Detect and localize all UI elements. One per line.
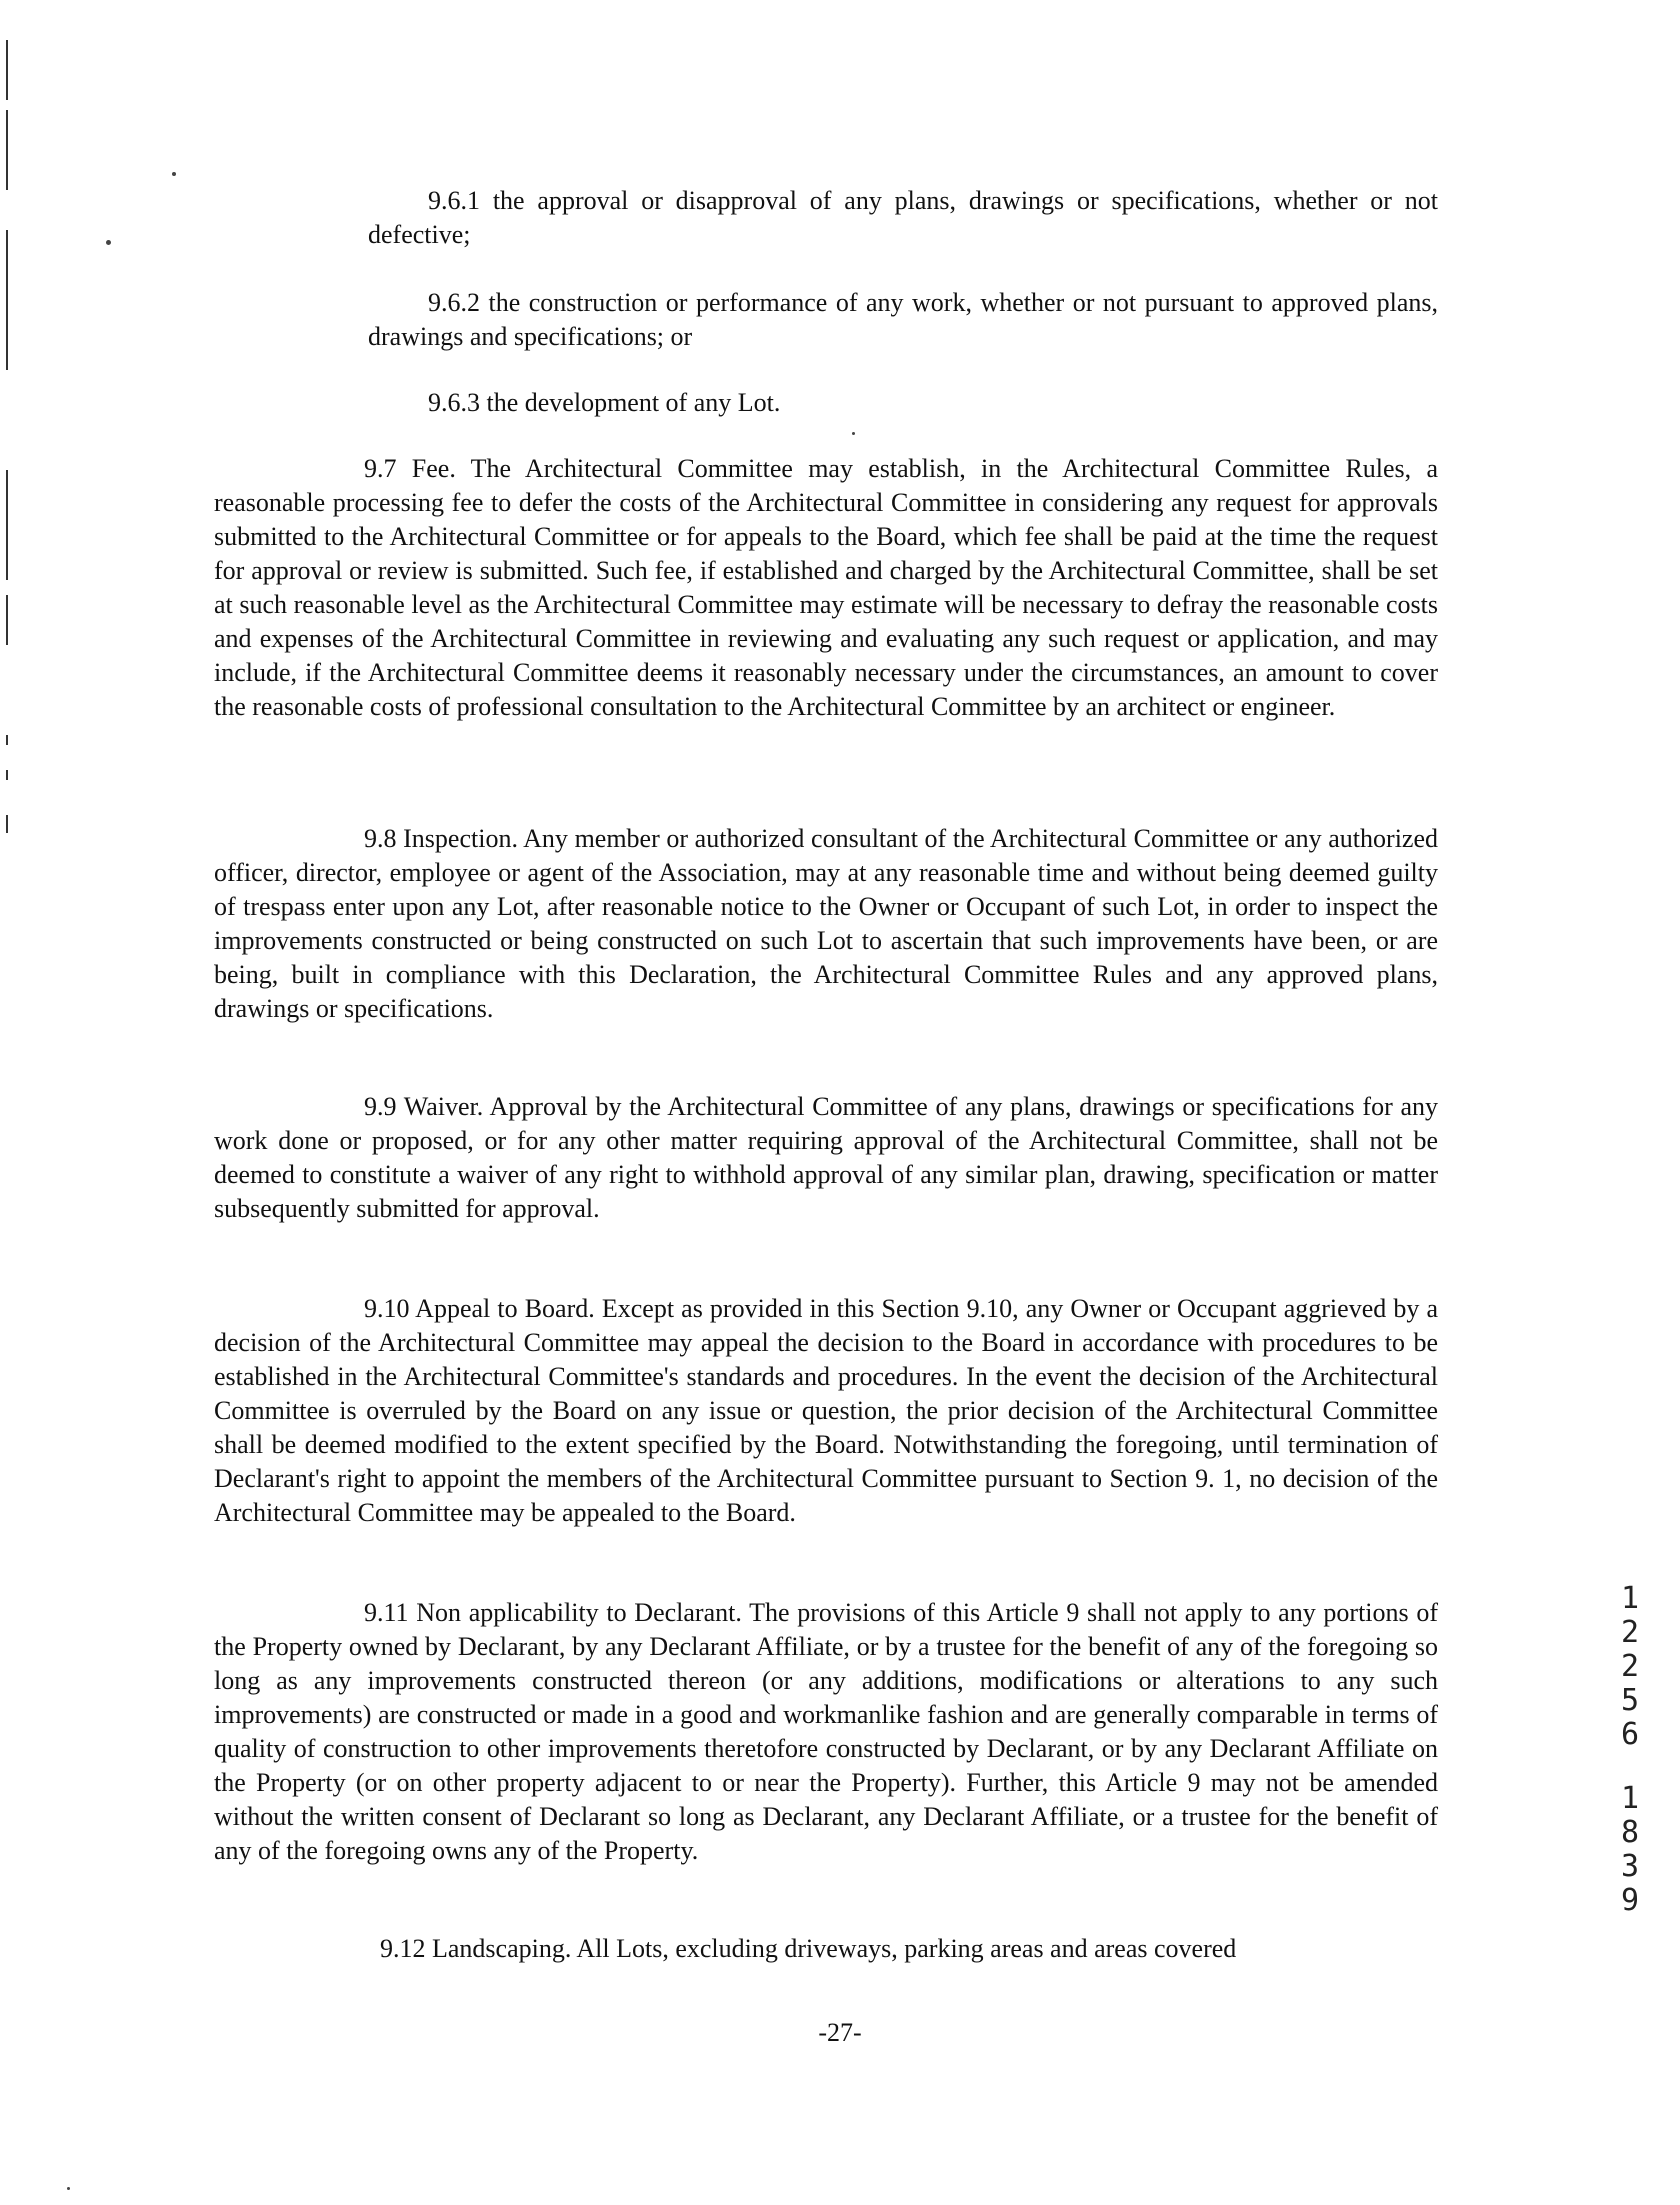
scan-edge-line [6,40,8,100]
clause-9-6-2-text: 9.6.2 the construction or performance of any work, whether or not pursuant to approved plans, drawings and specifications; or [368,288,1438,351]
scan-edge-line [6,815,8,833]
clause-9-6-1-text: 9.6.1 the approval or disapproval of any plans, drawings or specifications, whether or not defective; [368,186,1438,249]
section-9-7-fee [214,452,1438,724]
scan-speck [172,172,176,176]
section-9-8-text: 9.8 Inspection. Any member or authorized consultant of the Architectural Committee or any authorized officer, director, employee or agent of the Association, may at any reasonable time and without being deemed guilty of trespass enter upon any Lot, after reasonable notice to the Owner or Occupant of such Lot, in order to inspect the improvements constructed or being constructed on such Lot to ascertain that such improvements have been, or are being, built in compliance with this Declaration, the Architectural Committee Rules and any approved plans, drawings or specifications. [214,824,1438,1023]
stamp-digit: 1 [1620,1581,1640,1616]
stamp-digit: 6 [1620,1717,1640,1752]
scan-speck [67,2187,70,2190]
section-9-7-text: 9.7 Fee. The Architectural Committee may establish, in the Architectural Committee Rules, a reasonable processing fee to defer the costs of the Architectural Committee in considering any request for approvals submitted to the Architectural Committee or for appeals to the Board, which fee shall be paid at the time the request for approval or review is submitted. Such fee, if established and charged by the Architectural Committee, shall be set at such reasonable level as the Architectural Committee may estimate will be necessary to defray the reasonable costs and expenses of the Architectural Committee in reviewing and evaluating any such request or application, and may include, if the Architectural Committee deems it reasonably necessary under the circumstances, an amount to cover the reasonable costs of professional consultation to the Architectural Committee by an architect or engineer. [214,454,1438,721]
scan-edge-line [6,230,8,370]
stamp-digit: 8 [1620,1815,1640,1850]
clause-9-6-2 [368,286,1438,354]
clause-9-6-1 [368,184,1438,252]
clause-9-6-3-text: 9.6.3 the development of any Lot. [428,388,781,417]
section-9-12-landscaping [214,1932,1438,1966]
recording-stamp-upper [1610,1582,1650,1752]
section-9-10-appeal [214,1292,1438,1530]
scan-edge-line [6,770,8,780]
stamp-digit: 3 [1620,1849,1640,1884]
stamp-digit: 2 [1620,1615,1640,1650]
recording-stamp-lower [1610,1782,1650,1918]
section-9-8-inspection [214,822,1438,1026]
section-9-10-text: 9.10 Appeal to Board. Except as provided in this Section 9.10, any Owner or Occupant aggrieved by a decision of the Architectural Committee may appeal the decision to the Board in accordance with procedures to be established in the Architectural Committee's standards and procedures. In the event the decision of the Architectural Committee is overruled by the Board on any issue or question, the prior decision of the Architectural Committee shall be deemed modified to the extent specified by the Board. Notwithstanding the foregoing, until termination of Declarant's right to appoint the members of the Architectural Committee pursuant to Section 9. 1, no decision of the Architectural Committee may be appealed to the Board. [214,1294,1438,1527]
stamp-digit: 5 [1620,1683,1640,1718]
clause-9-6-3 [368,386,1438,420]
section-9-11-non-applicability [214,1596,1438,1868]
section-9-11-text: 9.11 Non applicability to Declarant. The provisions of this Article 9 shall not apply to any portions of the Property owned by Declarant, by any Declarant Affiliate, or by a trustee for the benefit of any of the foregoing so long as any improvements constructed thereon (or any additions, modifications or alterations to any such improvements) are constructed or made in a good and workmanlike fashion and are generally comparable in terms of quality of construction to other improvements theretofore constructed by Declarant, or by any Declarant Affiliate on the Property (or on other property adjacent to or near the Property). Further, this Article 9 may not be amended without the written consent of Declarant so long as Declarant, any Declarant Affiliate, or a trustee for the benefit of any of the foregoing owns any of the Property. [214,1598,1438,1865]
scan-edge-line [6,735,8,745]
stamp-digit: 9 [1620,1883,1640,1918]
section-9-9-waiver [214,1090,1438,1226]
section-9-9-text: 9.9 Waiver. Approval by the Architectural Committee of any plans, drawings or specifications for any work done or proposed, or for any other matter requiring approval of the Architectural Committee, shall not be deemed to constitute a waiver of any right to withhold approval of any similar plan, drawing, specification or matter subsequently submitted for approval. [214,1092,1438,1223]
page-number: -27- [818,2018,862,2047]
scan-speck [106,240,111,245]
stamp-digit: 1 [1620,1781,1640,1816]
scan-edge-line [6,595,8,645]
scan-edge-line [6,470,8,580]
scan-edge-line [6,110,8,190]
scan-speck [852,432,855,435]
stamp-digit: 2 [1620,1649,1640,1684]
section-9-12-text: 9.12 Landscaping. All Lots, excluding driveways, parking areas and areas covered [380,1934,1237,1963]
